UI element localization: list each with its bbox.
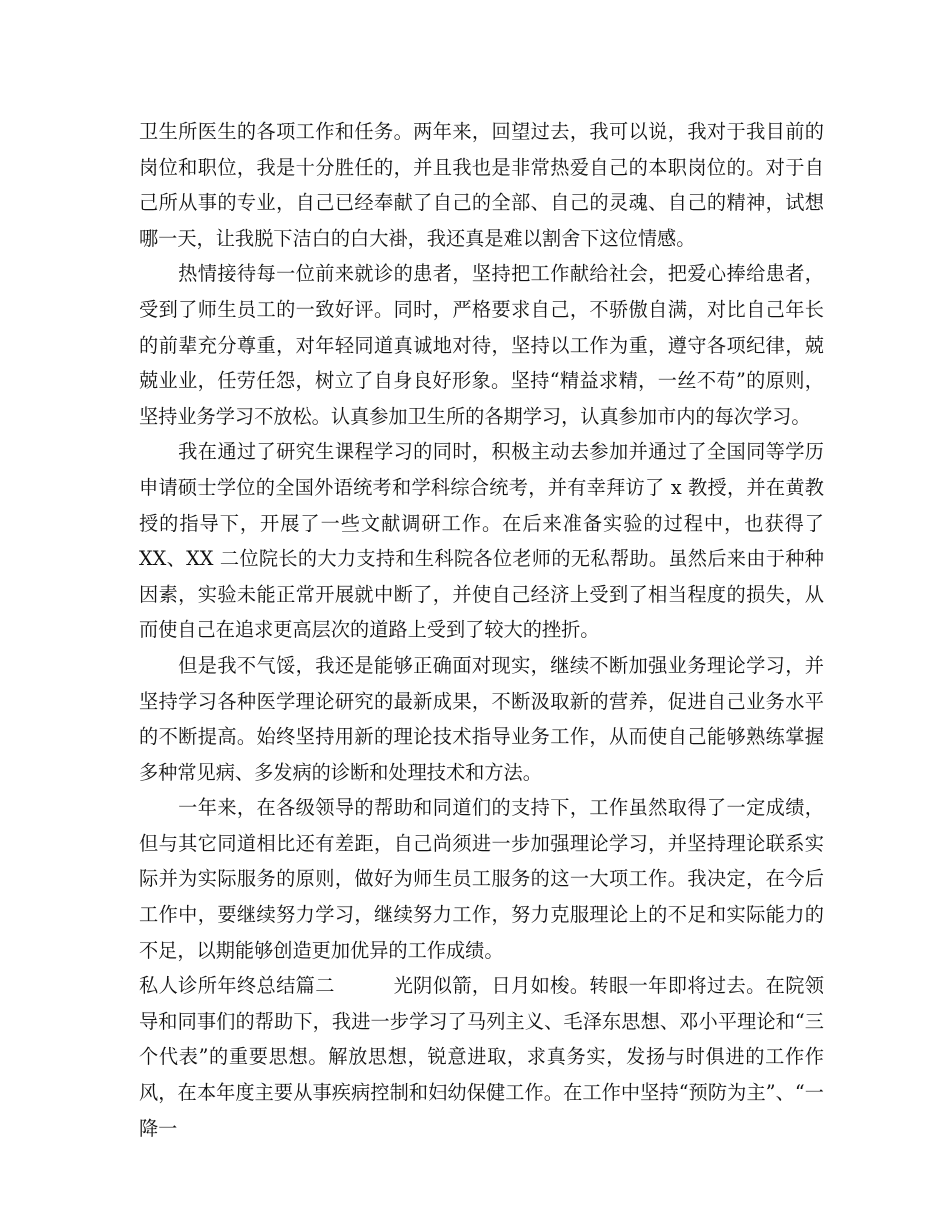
paragraph-1: 卫生所医生的各项工作和任务。两年来，回望过去，我可以说，我对于我目前的岗位和职位，我是十分胜任的，并且我也是非常热爱自己的本职岗位的。对于自己所从事的专业，自己已经奉献了自己的全部、自己的灵魂、自己的精神，试想哪一天，让我脱下洁白的白大褂，我还真是难以割舍下这位情感。 [139,120,824,250]
paragraph-6: 私人诊所年终总结篇二 光阴似箭，日月如梭。转眼一年即将过去。在院领导和同事们的帮助下，我进一步学习了马列主义、毛泽东思想、邓小平理论和“三个代表”的重要思想。解放思想，锐意进取，求真务实，发扬与时俱进的工作作风，在本年度主要从事疾病控制和妇幼保健工作。在工作中坚持“预防为主”、“一降一 [139,974,824,1140]
paragraph-4: 但是我不气馁，我还是能够正确面对现实，继续不断加强业务理论学习，并坚持学习各种医学理论研究的最新成果，不断汲取新的营养，促进自己业务水平的不断提高。始终坚持用新的理论技术指导业务工作，从而使自己能够熟练掌握多种常见病、多发病的诊断和处理技术和方法。 [139,653,824,784]
document-body [139,114,831,1146]
paragraph-5: 一年来，在各级领导的帮助和同道们的支持下，工作虽然取得了一定成绩，但与其它同道相比还有差距，自己尚须进一步加强理论学习，并坚持理论联系实际并为实际服务的原则，做好为师生员工服务的这一大项工作。我决定，在今后工作中，要继续努力学习，继续努力工作，努力克服理论上的不足和实际能力的不足，以期能够创造更加优异的工作成绩。 [139,796,824,962]
paragraph-3: 我在通过了研究生课程学习的同时，积极主动去参加并通过了全国同等学历申请硕士学位的全国外语统考和学科综合统考，并有幸拜访了 x 教授，并在黄教授的指导下，开展了一些文献调研工作。在后来准备实验的过程中，也获得了 XX、XX 二位院长的大力支持和生科院各位老师的无私帮助。虽然后来由于种种因素，实验未能正常开展就中断了，并使自己经济上受到了相当程度的损失，从而使自己在追求更高层次的道路上受到了较大的挫折。 [139,440,831,642]
paragraph-2: 热情接待每一位前来就诊的患者，坚持把工作献给社会，把爱心捧给患者，受到了师生员工的一致好评。同时，严格要求自己，不骄傲自满，对比自己年长的前辈充分尊重，对年轻同道真诚地对待，坚持以工作为重，遵守各项纪律，兢兢业业，任劳任怨，树立了自身良好形象。坚持“精益求精，一丝不苟”的原则，坚持业务学习不放松。认真参加卫生所的各期学习，认真参加市内的每次学习。 [139,262,824,428]
